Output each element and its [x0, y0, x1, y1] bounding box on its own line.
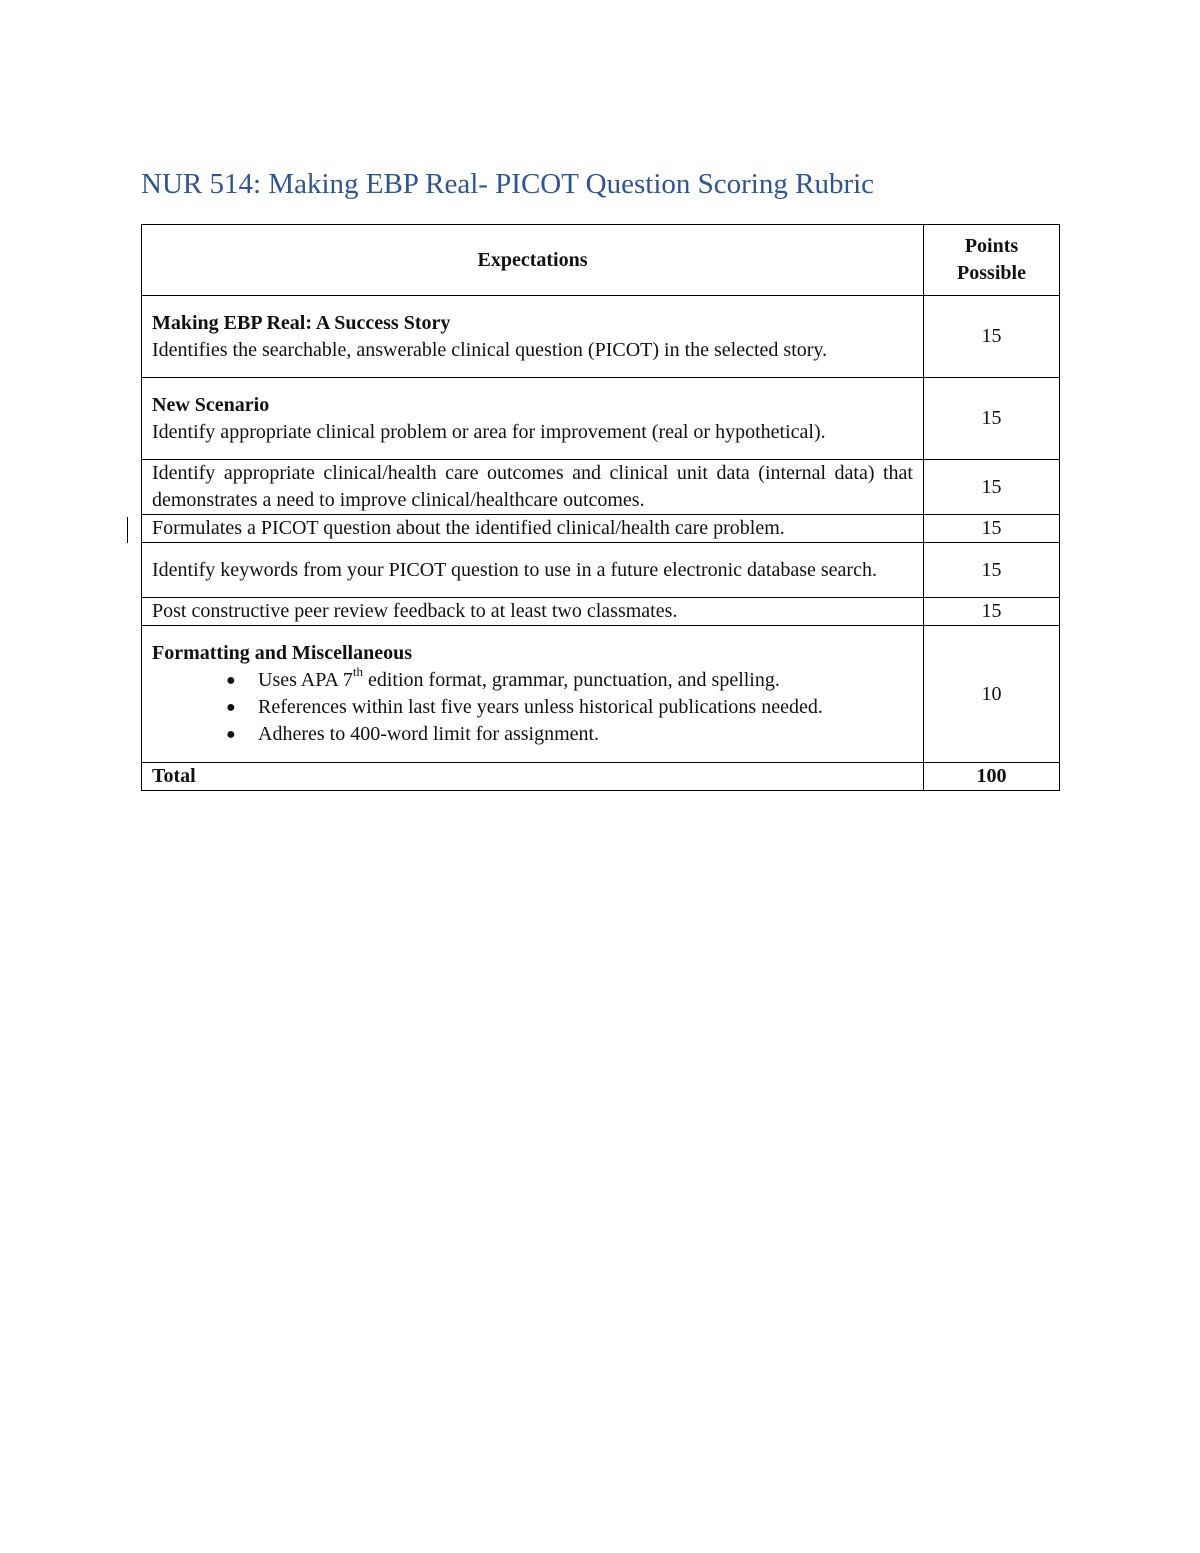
header-points-possible: Points Possible	[924, 225, 1060, 296]
expectation-cell	[142, 598, 924, 626]
row-text: Identify keywords from your PICOT question to use in a future electronic database search.	[152, 558, 877, 581]
superscript-text: th	[352, 664, 363, 680]
table-row	[142, 460, 1060, 515]
table-row	[142, 626, 1060, 763]
total-points: 100	[924, 763, 1060, 791]
points-cell: 15	[924, 515, 1060, 543]
points-cell: 15	[924, 598, 1060, 626]
row-text: Identify appropriate clinical problem or area for improvement (real or hypothetical).	[152, 420, 826, 443]
row-text: Post constructive peer review feedback to at least two classmates.	[152, 600, 678, 622]
row-heading: Formatting and Miscellaneous	[152, 642, 412, 664]
table-row	[142, 598, 1060, 626]
expectation-cell	[142, 378, 924, 460]
row-heading: Making EBP Real: A Success Story	[152, 311, 451, 334]
bullet-icon: ●	[226, 726, 236, 743]
bullet-icon: ●	[226, 672, 236, 689]
list-item	[152, 694, 913, 721]
points-cell: 15	[924, 378, 1060, 460]
header-expectations: Expectations	[142, 225, 924, 296]
list-item-text: edition format, grammar, punctuation, and spelling.	[362, 669, 780, 691]
expectation-cell	[142, 460, 924, 515]
rubric-table	[141, 224, 1060, 791]
list-item	[152, 721, 913, 748]
list-item-text: Uses APA 7	[258, 669, 353, 691]
list-item	[152, 664, 913, 694]
table-header-row	[142, 225, 1060, 296]
table-row	[142, 515, 1060, 543]
points-cell: 15	[924, 543, 1060, 598]
list-item-text: References within last five years unless historical publications needed.	[258, 696, 823, 718]
list-item-text: Adheres to 400-word limit for assignment.	[258, 723, 600, 745]
expectation-cell	[142, 515, 924, 543]
expectation-cell	[142, 296, 924, 378]
total-row	[142, 763, 1060, 791]
points-cell: 10	[924, 626, 1060, 763]
row-heading: New Scenario	[152, 393, 270, 416]
bullet-icon: ●	[226, 699, 236, 716]
table-row	[142, 378, 1060, 460]
expectation-cell	[142, 543, 924, 598]
points-cell: 15	[924, 296, 1060, 378]
expectation-cell	[142, 626, 924, 763]
revision-change-bar	[127, 517, 128, 543]
table-row	[142, 296, 1060, 378]
table-row	[142, 543, 1060, 598]
points-cell: 15	[924, 460, 1060, 515]
document-title: NUR 514: Making EBP Real- PICOT Question Scoring Rubric	[141, 168, 875, 200]
total-label: Total	[142, 763, 924, 791]
row-text: Identifies the searchable, answerable clinical question (PICOT) in the selected story.	[152, 338, 828, 361]
requirements-list	[152, 664, 913, 748]
row-text: Identify appropriate clinical/health care outcomes and clinical unit data (internal data) that demonstrates a need to improve clinical/healthcare outcomes.	[152, 462, 913, 511]
row-text: Formulates a PICOT question about the identified clinical/health care problem.	[152, 517, 785, 539]
